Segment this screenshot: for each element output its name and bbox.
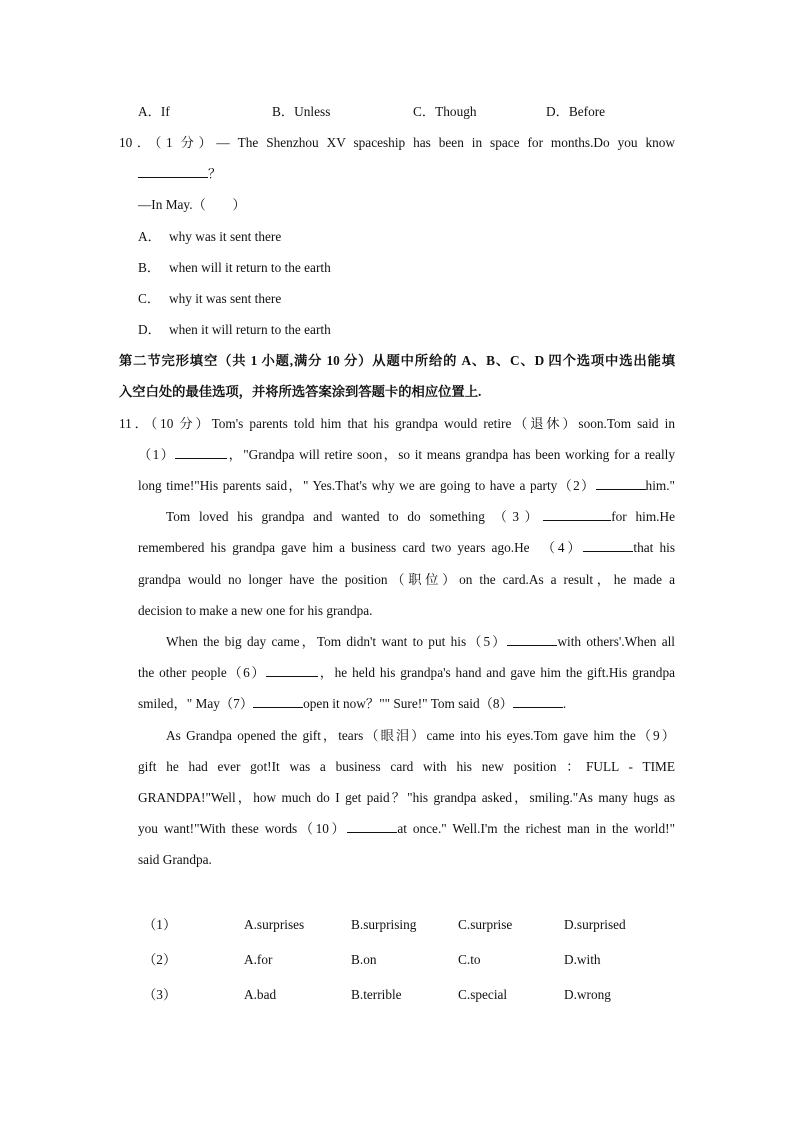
answer-option-c[interactable]: C.to (458, 952, 481, 967)
passage-line-12: gift he had ever got!It was a business card with his new position ：FULL - TIME (138, 759, 675, 774)
blank-10[interactable] (347, 819, 397, 833)
blank-6[interactable] (266, 663, 318, 677)
passage-line-3: long time!"His parents said，" Yes.That's why we are going to have a party（2） him." (138, 478, 675, 493)
passage-line-4: Tom loved his grandpa and wanted to do something （3） for him.He (166, 509, 675, 524)
answer-option-a[interactable]: A.surprises (244, 917, 305, 932)
answer-option-d[interactable]: D.with (564, 952, 601, 967)
passage-line-7: decision to make a new one for his grandpa. (138, 603, 373, 618)
q9-option-b: B．Unless (272, 104, 331, 119)
blank-7[interactable] (253, 694, 303, 708)
passage-line-1: 11．（10 分）Tom's parents told him that his grandpa would retire（退休）soon.Tom said in (119, 416, 675, 431)
answer-option-d[interactable]: D.wrong (564, 987, 611, 1002)
answer-option-d[interactable]: D.surprised (564, 917, 626, 932)
passage-line-5: remembered his grandpa gave him a business card two years ago.He （4） that his (138, 540, 675, 555)
section-heading-line2: 入空白处的最佳选项，并将所选答案涂到答题卡的相应位置上. (119, 384, 482, 399)
answer-option-b[interactable]: B.surprising (351, 917, 417, 932)
passage-line-13: GRANDPA!"Well，how much do I get paid？"his grandpa asked，smiling."As many hugs as (138, 790, 675, 805)
answer-option-c[interactable]: C.surprise (458, 917, 513, 932)
blank-8[interactable] (513, 694, 563, 708)
answer-option-b[interactable]: B.terrible (351, 987, 402, 1002)
q10-option-d: D． when it will return to the earth (138, 322, 331, 337)
passage-line-10: smiled，" May（7） open it now？"" Sure!" Tom said（8） . (138, 696, 567, 711)
q9-option-c: C．Though (413, 104, 477, 119)
q10-reply: —In May.（ ） (138, 197, 246, 212)
answer-option-a[interactable]: A.for (244, 952, 273, 967)
section-heading-line1: 第二节完形填空（共 1 小题,满分 10 分）从题中所给的 A、B、C、D 四个选项中选出能填 (119, 353, 675, 368)
blank-2[interactable] (596, 476, 646, 490)
passage-line-8: When the big day came，Tom didn't want to put his（5） with others'.When all (166, 634, 675, 649)
q9-option-d: D．Before (546, 104, 606, 119)
answer-option-b[interactable]: B.on (351, 952, 377, 967)
answer-number: （2） (143, 952, 177, 967)
blank-3[interactable] (543, 507, 611, 521)
answer-option-a[interactable]: A.bad (244, 987, 277, 1002)
blank-5[interactable] (507, 632, 557, 646)
q10-option-c: C． why it was sent there (138, 291, 282, 306)
q10-option-a: A． why was it sent there (138, 229, 282, 244)
passage-line-6: grandpa would no longer have the position（职位）on the card.As a result，he made a (138, 572, 675, 587)
blank-1[interactable] (175, 445, 227, 459)
blank-4[interactable] (583, 538, 633, 552)
passage-line-15: said Grandpa. (138, 852, 212, 867)
q10-blank-line: ？ (138, 164, 221, 184)
q10-option-b: B． when will it return to the earth (138, 260, 331, 275)
passage-line-2: （1） ，"Grandpa will retire soon，so it means grandpa has been working for a really (138, 447, 675, 462)
passage-line-9: the other people（6） ，he held his grandpa's hand and gave him the gift.His grandpa (138, 665, 675, 680)
q9-option-a: A．If (138, 104, 170, 119)
passage-line-14: you want!"With these words（10） at once." Well.I'm the richest man in the world!" (138, 821, 675, 836)
passage-line-11: As Grandpa opened the gift，tears（眼泪）came into his eyes.Tom gave him the（9） (166, 728, 675, 743)
q10-header: 10．（1 分）— The Shenzhou XV spaceship has been in space for months.Do you know (119, 135, 675, 150)
answer-option-c[interactable]: C.special (458, 987, 508, 1002)
answer-number: （3） (143, 987, 177, 1002)
answer-number: （1） (143, 917, 177, 932)
